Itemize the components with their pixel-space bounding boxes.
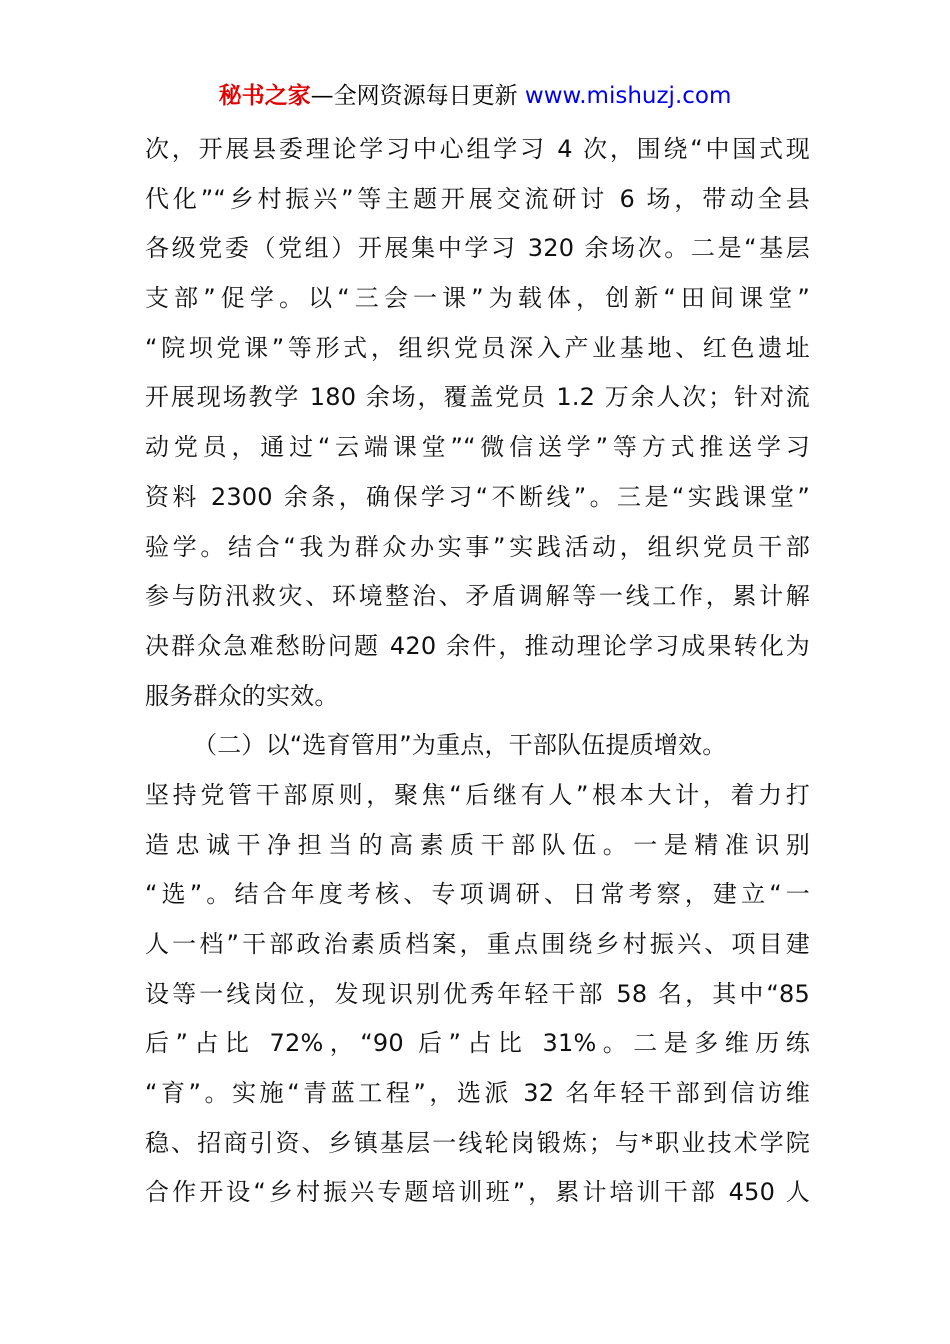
- text-line: 稳、招商引资、乡镇基层一线轮岗锻炼；与*职业技术学院: [145, 1128, 810, 1157]
- text-line: 资料 2300 余条，确保学习“不断线”。三是“实践课堂”: [145, 482, 810, 511]
- text-line: 设等一线岗位，发现识别优秀年轻干部 58 名，其中“85: [145, 979, 810, 1008]
- text-line: 服务群众的实效。: [145, 681, 339, 710]
- text-line: 造忠诚干净担当的高素质干部队伍。一是精准识别: [145, 830, 810, 859]
- text-line: “选”。结合年度考核、专项调研、日常考察，建立“一: [145, 880, 810, 909]
- text-line: 动党员，通过“云端课堂”“微信送学”等方式推送学习: [145, 433, 810, 462]
- text-line: 人一档”干部政治素质档案，重点围绕乡村振兴、项目建: [145, 930, 810, 958]
- text-line: 支部”促学。以“三会一课”为载体，创新“田间课堂”: [145, 284, 810, 313]
- text-line: 代化”“乡村振兴”等主题开展交流研讨 6 场，带动全县: [145, 184, 810, 213]
- text-line: 坚持党管干部原则，聚焦“后继有人”根本大计，着力打: [145, 780, 810, 809]
- site-url-link[interactable]: www.mishuzj.com: [524, 83, 732, 109]
- text-line: 合作开设“乡村振兴专题培训班”，累计培训干部 450 人: [145, 1178, 810, 1207]
- document-body: [145, 125, 810, 1218]
- text-line: 各级党委（党组）开展集中学习 320 余场次。二是“基层: [145, 234, 810, 263]
- text-line: 参与防汛救灾、环境整治、矛盾调解等一线工作，累计解: [145, 582, 810, 611]
- text-line: 开展现场教学 180 余场，覆盖党员 1.2 万余人次；针对流: [145, 383, 810, 412]
- text-line: “院坝党课”等形式，组织党员深入产业基地、红色遗址: [145, 333, 810, 362]
- page-header: [0, 78, 950, 114]
- text-line: 后”占比 72%，“90 后”占比 31%。二是多维历练: [145, 1029, 810, 1058]
- text-line: 次，开展县委理论学习中心组学习 4 次，围绕“中国式现: [145, 135, 810, 163]
- text-line: 决群众急难愁盼问题 420 余件，推动理论学习成果转化为: [145, 631, 810, 660]
- text-line: “育”。实施“青蓝工程”，选派 32 名年轻干部到信访维: [145, 1079, 810, 1108]
- header-tagline: —全网资源每日更新: [310, 83, 525, 109]
- text-line: 验学。结合“我为群众办实事”实践活动，组织党员干部: [145, 532, 810, 561]
- site-brand: 秘书之家: [218, 83, 311, 109]
- section-heading: （二）以“选育管用”为重点，干部队伍提质增效。: [193, 731, 727, 760]
